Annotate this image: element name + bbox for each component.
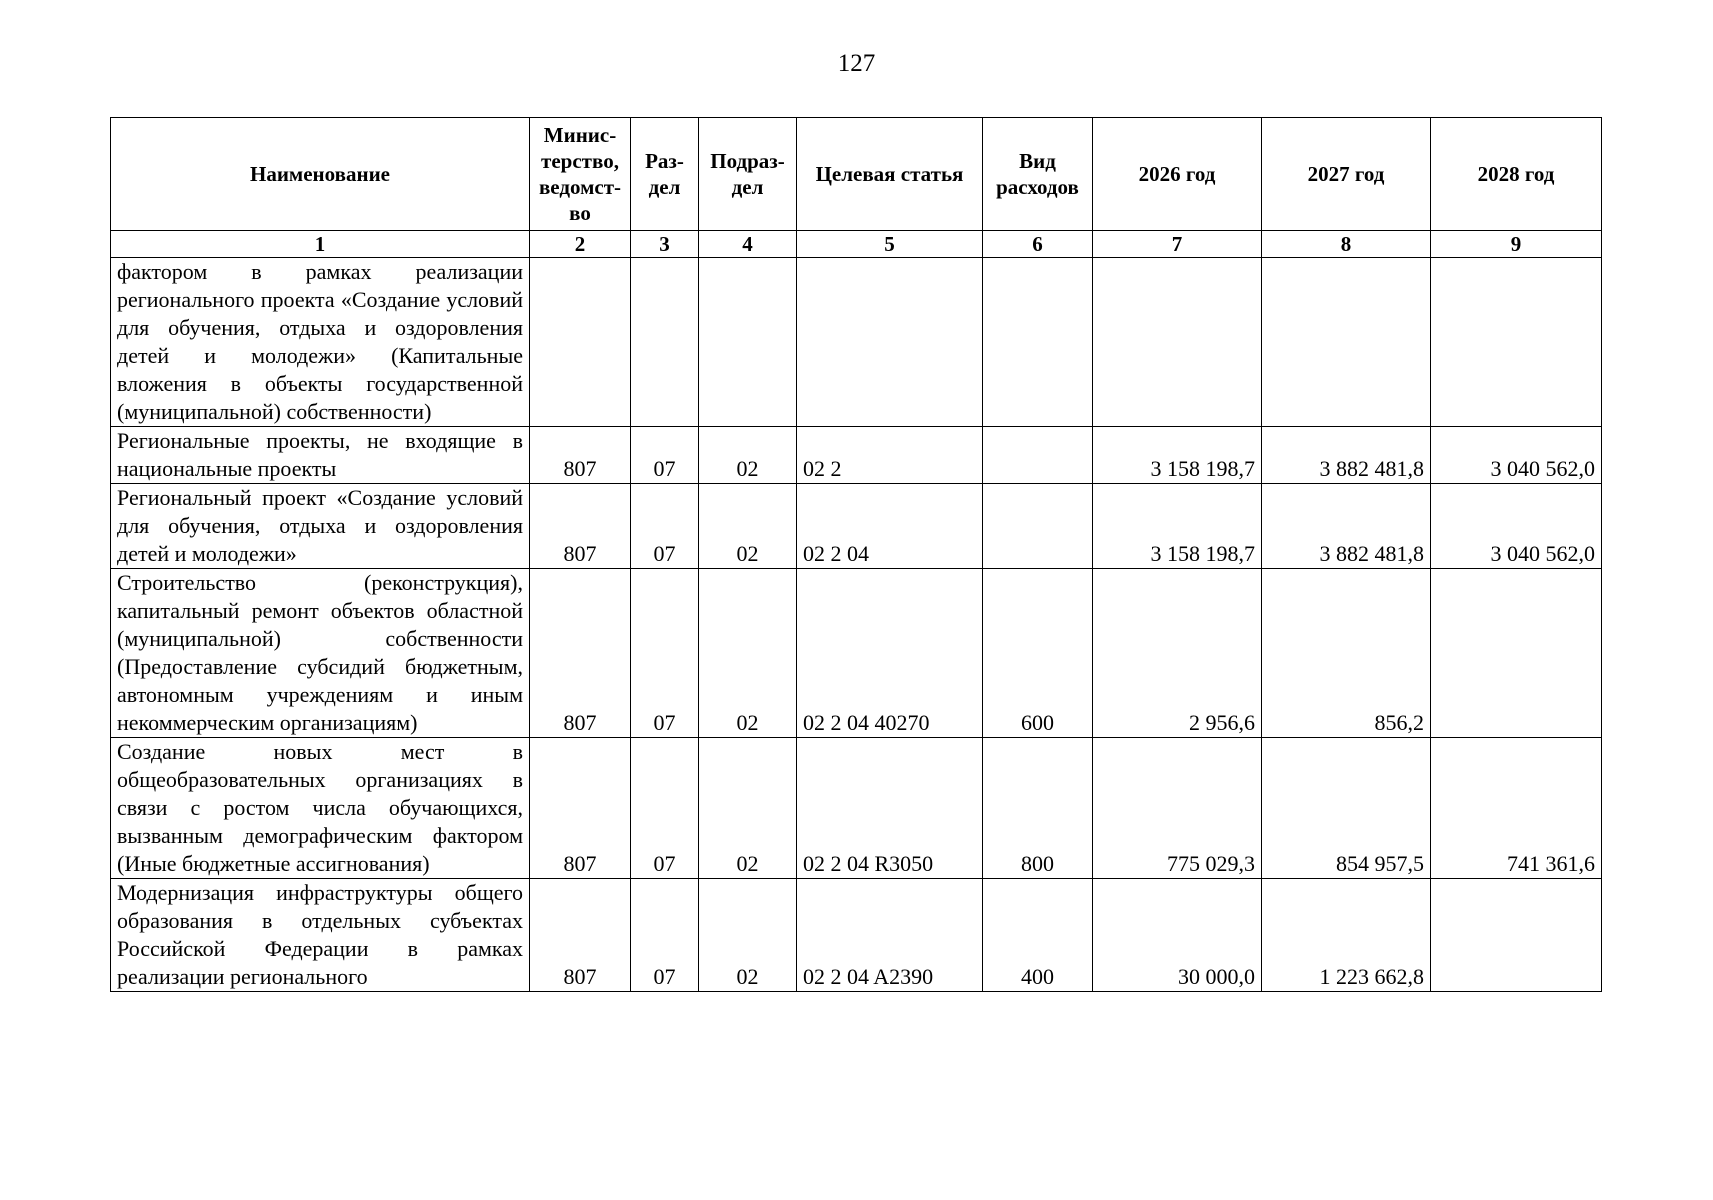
header-name: Наименование: [111, 118, 530, 231]
row-subsection: 02: [699, 427, 797, 484]
row-name: фактором в рамках реализации регионального проекта «Создание условий для обучения, отдыха и оздоровления детей и молодежи» (Капитальные вложения в объекты государственной (муниципальной) собственности): [111, 258, 530, 427]
column-number: 7: [1093, 231, 1262, 258]
row-amount-2028: 3 040 562,0: [1431, 484, 1602, 569]
row-target-article: 02 2: [797, 427, 983, 484]
column-number: 9: [1431, 231, 1602, 258]
row-amount-2026: 2 956,6: [1093, 569, 1262, 738]
row-ministry: 807: [530, 738, 631, 879]
row-name: Модернизация инфраструктуры общего образования в отдельных субъектах Российской Федерации в рамках реализации регионального: [111, 879, 530, 992]
budget-table: [110, 117, 1602, 992]
row-target-article: [797, 258, 983, 427]
row-section: [631, 258, 699, 427]
table-row: [111, 484, 1602, 569]
row-expense-type: [983, 427, 1093, 484]
header-2028: 2028 год: [1431, 118, 1602, 231]
row-section: 07: [631, 569, 699, 738]
table-row: [111, 738, 1602, 879]
row-amount-2026: 3 158 198,7: [1093, 484, 1262, 569]
row-amount-2028: 3 040 562,0: [1431, 427, 1602, 484]
header-ministry: Минис-терство, ведомст-во: [530, 118, 631, 231]
row-amount-2028: [1431, 258, 1602, 427]
row-expense-type: [983, 258, 1093, 427]
row-amount-2028: 741 361,6: [1431, 738, 1602, 879]
row-expense-type: 800: [983, 738, 1093, 879]
row-expense-type: 600: [983, 569, 1093, 738]
column-number: 8: [1262, 231, 1431, 258]
row-expense-type: [983, 484, 1093, 569]
row-target-article: 02 2 04 40270: [797, 569, 983, 738]
header-2027: 2027 год: [1262, 118, 1431, 231]
row-section: 07: [631, 738, 699, 879]
table-row: [111, 879, 1602, 992]
row-name: Региональный проект «Создание условий для обучения, отдыха и оздоровления детей и молодежи»: [111, 484, 530, 569]
header-subsection: Подраз-дел: [699, 118, 797, 231]
row-ministry: 807: [530, 569, 631, 738]
column-number: 3: [631, 231, 699, 258]
column-number: 2: [530, 231, 631, 258]
header-expense-type: Вид расходов: [983, 118, 1093, 231]
row-target-article: 02 2 04 A2390: [797, 879, 983, 992]
column-number-row: [111, 231, 1602, 258]
row-amount-2028: [1431, 879, 1602, 992]
row-amount-2027: 3 882 481,8: [1262, 484, 1431, 569]
row-target-article: 02 2 04: [797, 484, 983, 569]
row-amount-2028: [1431, 569, 1602, 738]
row-section: 07: [631, 427, 699, 484]
row-expense-type: 400: [983, 879, 1093, 992]
column-number: 1: [111, 231, 530, 258]
table-row: [111, 427, 1602, 484]
row-subsection: 02: [699, 879, 797, 992]
row-subsection: 02: [699, 569, 797, 738]
row-ministry: [530, 258, 631, 427]
table-row: [111, 569, 1602, 738]
header-target-article: Целевая статья: [797, 118, 983, 231]
header-row: [111, 118, 1602, 231]
header-2026: 2026 год: [1093, 118, 1262, 231]
header-section: Раз-дел: [631, 118, 699, 231]
row-ministry: 807: [530, 427, 631, 484]
row-amount-2027: 1 223 662,8: [1262, 879, 1431, 992]
row-ministry: 807: [530, 484, 631, 569]
row-section: 07: [631, 879, 699, 992]
row-section: 07: [631, 484, 699, 569]
row-subsection: 02: [699, 738, 797, 879]
row-amount-2027: 856,2: [1262, 569, 1431, 738]
row-amount-2026: [1093, 258, 1262, 427]
column-number: 5: [797, 231, 983, 258]
row-name: Строительство (реконструкция), капитальный ремонт объектов областной (муниципальной) собственности (Предоставление субсидий бюджетным, автономным учреждениям и иным некоммерческим организациям): [111, 569, 530, 738]
row-subsection: 02: [699, 484, 797, 569]
row-target-article: 02 2 04 R3050: [797, 738, 983, 879]
row-amount-2027: 854 957,5: [1262, 738, 1431, 879]
row-name: Создание новых мест в общеобразовательных организациях в связи с ростом числа обучающихся, вызванным демографическим фактором (Иные бюджетные ассигнования): [111, 738, 530, 879]
column-number: 4: [699, 231, 797, 258]
row-name: Региональные проекты, не входящие в национальные проекты: [111, 427, 530, 484]
row-amount-2027: [1262, 258, 1431, 427]
row-amount-2026: 3 158 198,7: [1093, 427, 1262, 484]
page-number: 127: [837, 50, 876, 77]
table-row: [111, 258, 1602, 427]
row-amount-2026: 775 029,3: [1093, 738, 1262, 879]
row-subsection: [699, 258, 797, 427]
column-number: 6: [983, 231, 1093, 258]
row-amount-2026: 30 000,0: [1093, 879, 1262, 992]
row-amount-2027: 3 882 481,8: [1262, 427, 1431, 484]
row-ministry: 807: [530, 879, 631, 992]
